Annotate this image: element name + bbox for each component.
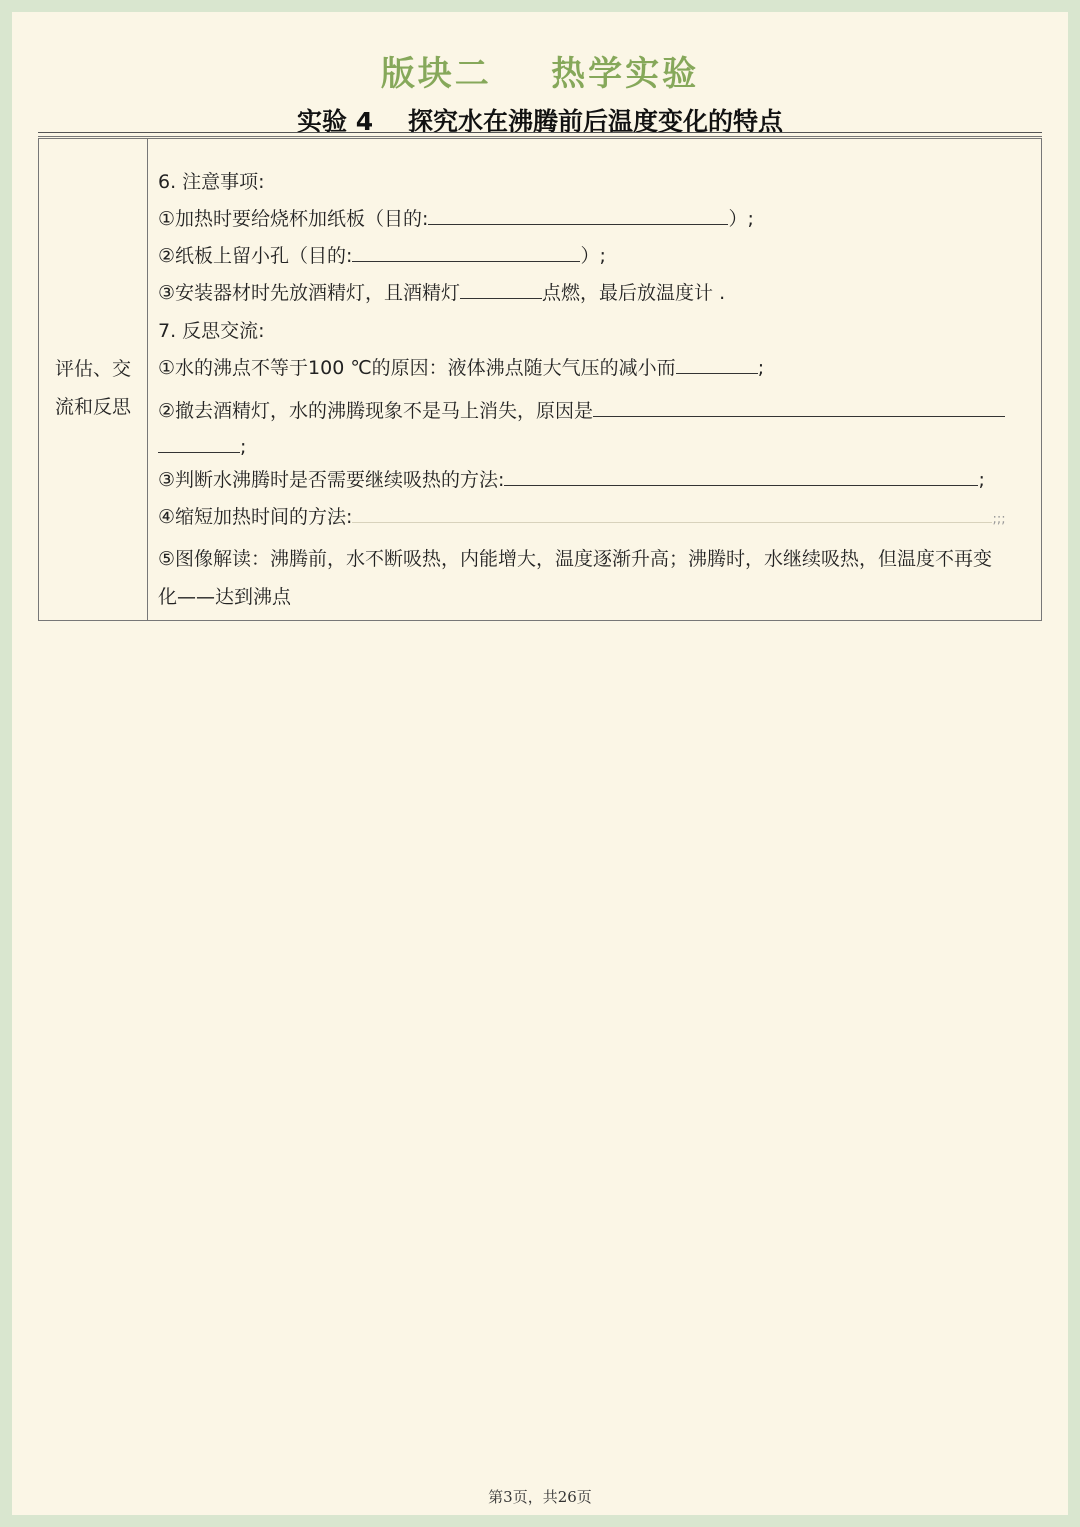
reflection-3-end: ; (978, 469, 985, 491)
experiment-title: 实验 4 探究水在沸腾前后温度变化的特点 (297, 107, 783, 136)
block-title: 版块二 热学实验 (380, 54, 700, 94)
answer-blank[interactable] (676, 353, 758, 374)
reflection-line-5-cont: 化——达到沸点 (158, 586, 292, 608)
note-3-end: 点燃，最后放温度计 . (542, 282, 726, 304)
reflection-line-4 (158, 502, 1006, 529)
answer-blank[interactable] (352, 241, 580, 262)
row-label-line-1: 评估、交 (54, 357, 131, 380)
reflection-line-2-cont (158, 432, 246, 458)
reflection-3-text: ③判断水沸腾时是否需要继续吸热的方法: (158, 469, 505, 491)
note-line-3 (158, 278, 725, 305)
note-2-text: ②纸板上留小孔（目的: (158, 245, 353, 267)
answer-blank[interactable] (460, 278, 542, 299)
section-7-heading: 7. 反思交流: (158, 320, 265, 342)
answer-blank[interactable] (428, 204, 728, 225)
reflection-4-text: ④缩短加热时间的方法: (158, 506, 353, 528)
reflection-1-text: ①水的沸点不等于100 ℃的原因：液体沸点随大气压的减小而 (158, 357, 676, 379)
reflection-2-text: ②撤去酒精灯，水的沸腾现象不是马上消失，原因是 (158, 400, 594, 422)
row-label (51, 350, 135, 426)
experiment-table (38, 138, 1042, 621)
title-rule-bottom (38, 136, 1042, 137)
note-3-text: ③安装器材时先放酒精灯，且酒精灯 (158, 282, 461, 304)
answer-blank[interactable] (158, 432, 240, 453)
answer-blank[interactable] (593, 396, 1005, 417)
reflection-line-1 (158, 353, 764, 380)
answer-blank[interactable] (352, 502, 992, 523)
document-page (12, 12, 1068, 1515)
reflection-line-3 (158, 465, 985, 492)
row-header-cell (39, 139, 148, 620)
reflection-line-5: ⑤图像解读：沸腾前，水不断吸热，内能增大，温度逐渐升高；沸腾时，水继续吸热，但温度不再变 (158, 548, 993, 570)
reflection-line-2 (158, 396, 1005, 423)
page-number: 第3页，共26页 (488, 1488, 592, 1506)
content-cell (148, 139, 1041, 620)
note-2-end: ）; (580, 245, 606, 267)
section-6-heading: 6. 注意事项: (158, 171, 265, 193)
row-label-line-2: 流和反思 (54, 395, 131, 418)
note-1-end: ）; (728, 208, 754, 230)
reflection-1-end: ; (757, 357, 765, 379)
answer-blank[interactable] (504, 465, 978, 486)
title-rule-top (38, 132, 1042, 133)
note-1-text: ①加热时要给烧杯加纸板（目的: (158, 208, 429, 230)
reflection-4-end: ;;; (992, 512, 1006, 527)
reflection-2-end: ; (240, 436, 247, 458)
note-line-1 (158, 204, 754, 231)
note-line-2 (158, 241, 606, 268)
